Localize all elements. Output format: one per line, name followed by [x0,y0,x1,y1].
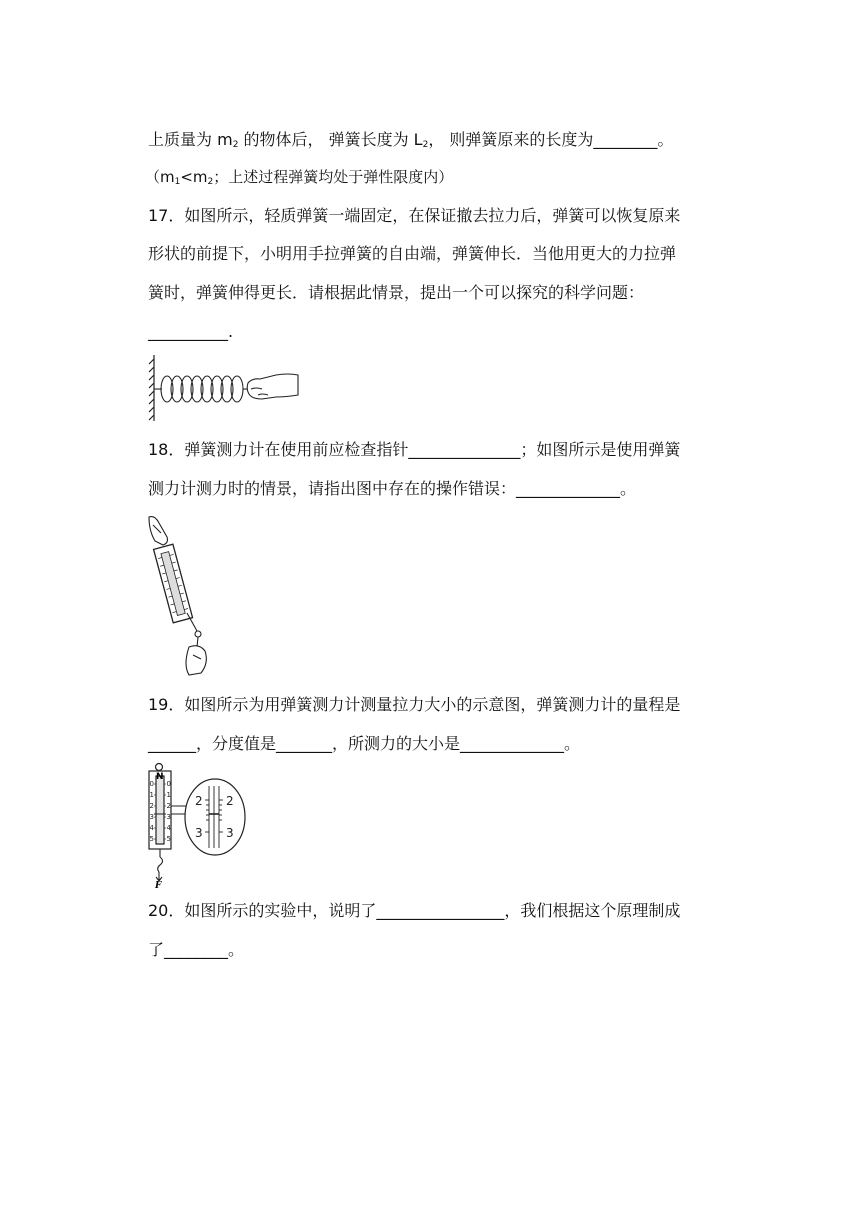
zoom-label-2-left: 2 [195,794,203,808]
scale-num-3-right: 3 [166,813,171,821]
scale-unit-label: N [156,772,164,782]
bottom-hand [186,646,206,675]
q18-line-2: 测力计测力时的情景，请指出图中存在的操作错误：_____________。 [148,479,637,498]
zoom-label-2-right: 2 [226,794,234,808]
q20-line-1: 20．如图所示的实验中，说明了________________，我们根据这个原理制成 [148,901,681,920]
scale-body [154,544,193,623]
scale-num-2-left: 2 [149,802,154,810]
zoom-label-3-right: 3 [226,826,234,840]
q17-line-4: __________. [148,322,234,341]
scale-num-1-right: 1 [166,791,171,799]
scale-num-5-right: 5 [166,835,171,843]
q19-line-1: 19．如图所示为用弹簧测力计测量拉力大小的示意图，弹簧测力计的量程是 [148,695,681,714]
q18-line-1: 18．弹簧测力计在使用前应检查指针______________；如图所示是使用弹簧 [148,440,681,459]
q19-line-2: ______，分度值是_______，所测力的大小是_____________。 [148,734,581,753]
q17-line-3: 簧时，弹簧伸得更长．请根据此情景，提出一个可以探究的科学问题： [148,283,645,302]
scale-num-4-left: 4 [149,824,154,832]
tilted-spring-scale-figure [145,513,215,677]
scale-num-0-right: 0 [166,780,171,788]
hook [156,849,163,881]
q16-line-1: 上质量为 $m_2$ 的物体后， 弹簧长度为 $L_2$， 则弹簧原来的长度为________。 [148,130,674,150]
q17-line-2: 形状的前提下，小明用手拉弹簧的自由端，弹簧伸长．当他用更大的力拉弹 [148,244,677,263]
force-label: F [155,881,162,890]
q16-line-2: （$m_1<m_2$；上述过程弹簧均处于弹性限度内） [145,168,454,187]
spring-hand-figure [148,353,300,425]
zoom-label-3-left: 3 [195,826,203,840]
scale-num-3-left: 3 [149,813,154,821]
spring-scale-reading-figure [145,762,250,890]
scale-num-1-left: 1 [149,791,154,799]
q17-line-1: 17．如图所示，轻质弹簧一端固定，在保证撤去拉力后，弹簧可以恢复原来 [148,206,681,225]
q20-line-2: 了________。 [148,940,245,959]
scale-num-2-right: 2 [166,802,171,810]
scale-num-5-left: 5 [149,835,154,843]
top-hand [149,517,168,545]
wall [149,355,154,421]
scale-num-4-right: 4 [166,824,171,832]
spring-coils [154,376,251,402]
zoom-circle [185,779,245,855]
hand [247,374,298,399]
scale-num-0-left: 0 [149,780,154,788]
